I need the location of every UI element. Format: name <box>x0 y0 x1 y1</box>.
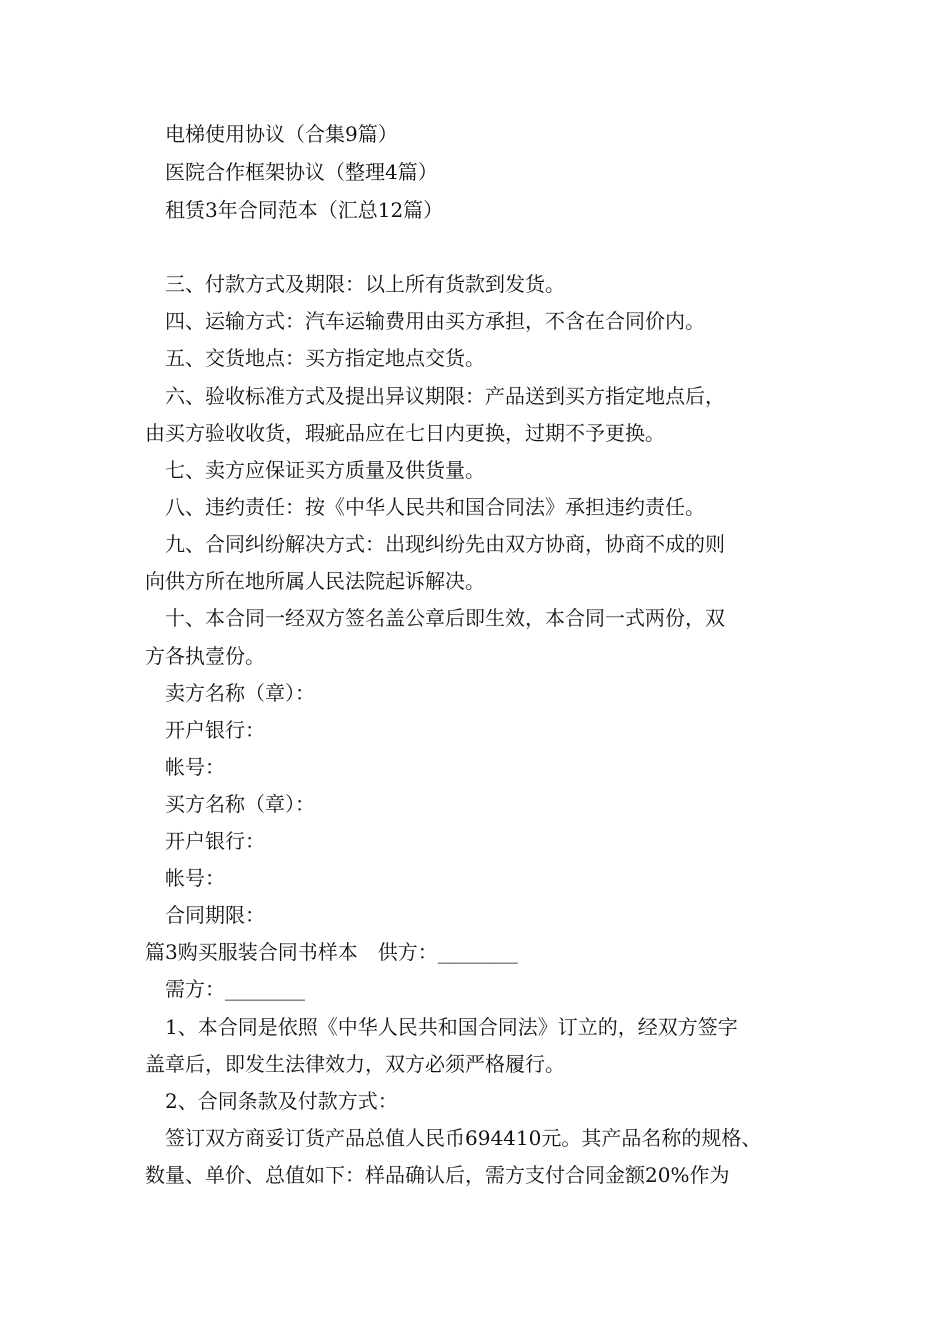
buyer-bank-label: 开户银行： <box>165 829 265 853</box>
section-3-heading: 篇3购买服装合同书样本 供方：________ <box>145 940 518 964</box>
item-2: 2、合同条款及付款方式： <box>165 1089 398 1113</box>
clause-9: 九、合同纠纷解决方式：出现纠纷先由双方协商，协商不成的则 <box>165 532 725 556</box>
item-1-cont: 盖章后，即发生法律效力，双方必须严格履行。 <box>145 1052 565 1076</box>
demander-label: 需方：________ <box>165 977 305 1001</box>
clause-5: 五、交货地点：买方指定地点交货。 <box>165 346 485 370</box>
related-link-3[interactable]: 租赁3年合同范本（汇总12篇） <box>165 198 444 222</box>
seller-account-label: 帐号： <box>165 755 225 779</box>
clause-6: 六、验收标准方式及提出异议期限：产品送到买方指定地点后， <box>165 384 725 408</box>
related-link-1[interactable]: 电梯使用协议（合集9篇） <box>165 122 398 146</box>
clause-3: 三、付款方式及期限：以上所有货款到发货。 <box>165 272 565 296</box>
clause-10: 十、本合同一经双方签名盖公章后即生效，本合同一式两份，双 <box>165 606 725 630</box>
clause-9-cont: 向供方所在地所属人民法院起诉解决。 <box>145 569 485 593</box>
payment-text: 签订双方商妥订货产品总值人民币694410元。其产品名称的规格、 <box>165 1126 762 1150</box>
clause-10-cont: 方各执壹份。 <box>145 644 265 668</box>
buyer-name-label: 买方名称（章）： <box>165 792 315 816</box>
clause-4: 四、运输方式：汽车运输费用由买方承担，不含在合同价内。 <box>165 309 705 333</box>
related-link-2[interactable]: 医院合作框架协议（整理4篇） <box>165 160 438 184</box>
seller-name-label: 卖方名称（章）： <box>165 681 315 705</box>
clause-6-cont: 由买方验收收货，瑕疵品应在七日内更换，过期不予更换。 <box>145 421 665 445</box>
item-1: 1、本合同是依照《中华人民共和国合同法》订立的，经双方签字 <box>165 1015 738 1039</box>
buyer-account-label: 帐号： <box>165 866 225 890</box>
contract-term-label: 合同期限： <box>165 903 265 927</box>
clause-8: 八、违约责任：按《中华人民共和国合同法》承担违约责任。 <box>165 495 705 519</box>
payment-text-cont: 数量、单价、总值如下：样品确认后，需方支付合同金额20%作为 <box>145 1163 730 1187</box>
seller-bank-label: 开户银行： <box>165 718 265 742</box>
clause-7: 七、卖方应保证买方质量及供货量。 <box>165 458 485 482</box>
